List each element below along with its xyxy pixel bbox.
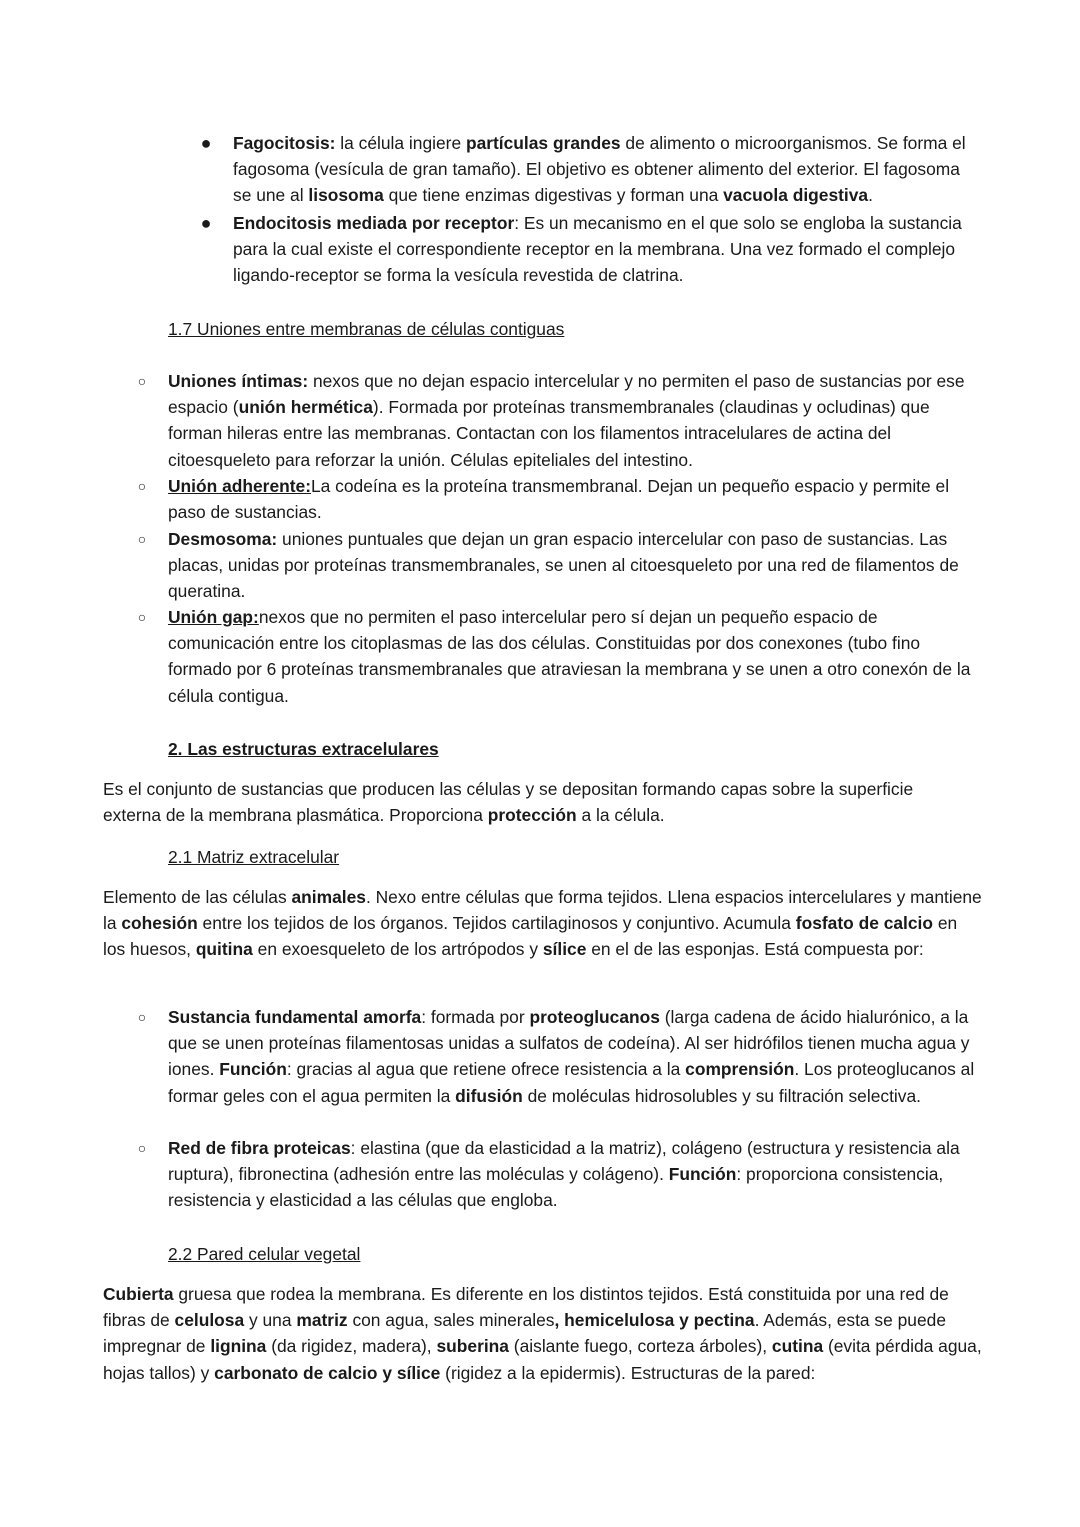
bold-text: proteoglucanos xyxy=(529,1007,660,1027)
text: que tiene enzimas digestivas y forman una xyxy=(383,185,724,206)
bold-text: sílice xyxy=(542,939,587,960)
bullet-circle-icon: ○ xyxy=(137,1009,147,1025)
text: . Nexo entre células que forma tejidos. Llena espacios intercelulares y mantiene la xyxy=(103,887,982,934)
text: : elastina (que da elasticidad a la matriz), colágeno (estructura y resistencia ala ruptura), fibronectina (adhesión entre las moléculas y colágeno). xyxy=(168,1138,960,1185)
bold-text: Función xyxy=(219,1059,287,1080)
term-union-gap: Unión gap: xyxy=(168,607,259,627)
term-fagocitosis: Fagocitosis: xyxy=(233,133,336,153)
bullet-dot-icon: ● xyxy=(200,213,212,233)
term-desmosoma: Desmosoma: xyxy=(168,529,278,549)
text: y una xyxy=(244,1310,297,1331)
list-item-red-fibra xyxy=(168,1135,980,1214)
bold-text: suberina xyxy=(436,1336,509,1357)
term-red-fibra: Red de fibra proteicas xyxy=(168,1138,351,1158)
bold-text: , hemicelulosa y pectina xyxy=(554,1310,755,1331)
section-heading-1-7: 1.7 Uniones entre membranas de células contiguas xyxy=(168,319,565,339)
bullet-circle-icon: ○ xyxy=(137,373,147,389)
text: en el de las esponjas. Está compuesta por: xyxy=(586,939,924,960)
text: (aislante fuego, corteza árboles), xyxy=(508,1336,772,1357)
section-heading-2-2: 2.2 Pared celular vegetal xyxy=(168,1244,361,1264)
bold-text: matriz xyxy=(296,1310,348,1331)
text: en los huesos, xyxy=(103,913,958,960)
text: . Además, esta se puede impregnar de xyxy=(103,1310,946,1357)
bold-text: fosfato de calcio xyxy=(795,913,934,934)
section-heading-2-1: 2.1 Matriz extracelular xyxy=(168,847,340,867)
paragraph-pared xyxy=(103,1281,983,1386)
bold-text: cohesión xyxy=(121,913,198,934)
bold-text: quitina xyxy=(195,939,253,960)
text: la célula ingiere xyxy=(335,133,466,153)
bold-text: partículas grandes xyxy=(465,133,621,153)
bullet-circle-icon: ○ xyxy=(137,478,147,494)
term-uniones-intimas: Uniones íntimas: xyxy=(168,371,309,391)
bold-text: vacuola digestiva xyxy=(723,185,869,206)
list-item-desmosoma xyxy=(168,526,980,605)
text: uniones puntuales que dejan un gran espacio intercelular con paso de sustancias. Las placas, unidas por proteínas transmembranales, se unen al citoesqueleto por una red de filamentos de queratina. xyxy=(168,529,959,602)
bullet-circle-icon: ○ xyxy=(137,531,147,547)
text: a la célula. xyxy=(576,805,665,826)
text: : Es un mecanismo en el que solo se engloba la sustancia para la cual existe el correspondiente receptor en la membrana. Una vez formado el complejo ligando-receptor se forma la vesícula revestida de clatrina. xyxy=(233,213,962,286)
text: gruesa que rodea la membrana. Es diferente en los distintos tejidos. Está constituida por una red de fibras de xyxy=(103,1284,949,1331)
text: Es el conjunto de sustancias que producen las células y se depositan formando capas sobre la superficie externa de la membrana plasmática. Proporciona xyxy=(103,779,914,826)
text: (da rigidez, madera), xyxy=(266,1336,437,1357)
text: con agua, sales minerales xyxy=(347,1310,555,1331)
text: : formada por xyxy=(421,1007,530,1027)
bold-text: cutina xyxy=(771,1336,824,1357)
bold-text: lignina xyxy=(210,1336,267,1357)
list-item-fagocitosis xyxy=(233,130,978,209)
bold-text: comprensión xyxy=(685,1059,795,1080)
bold-text: Función xyxy=(668,1164,737,1185)
text: : proporciona consistencia, resistencia y elasticidad a las células que engloba. xyxy=(168,1164,944,1211)
text: Elemento de las células xyxy=(103,887,292,907)
heading-text: 2. Las estructuras extracelulares xyxy=(168,739,439,759)
text: : gracias al agua que retiene ofrece resistencia a la xyxy=(286,1059,686,1080)
bullet-circle-icon: ○ xyxy=(137,1140,147,1156)
bold-text: unión hermética xyxy=(238,397,373,418)
term-sustancia-amorfa: Sustancia fundamental amorfa xyxy=(168,1007,422,1027)
list-item-uniones-intimas xyxy=(168,368,980,473)
bold-text: protección xyxy=(487,805,577,826)
bold-text: celulosa xyxy=(174,1310,245,1331)
term-endocitosis: Endocitosis mediada por receptor xyxy=(233,213,515,233)
bold-text: carbonato de calcio y sílice xyxy=(214,1362,441,1383)
bold-text: Cubierta xyxy=(103,1284,174,1304)
text: (evita pérdida agua, hojas tallos) y xyxy=(103,1336,982,1383)
paragraph-matriz xyxy=(103,884,983,963)
list-item-endocitosis xyxy=(233,210,978,289)
list-item-union-adherente xyxy=(168,473,980,525)
text: (rigidez a la epidermis). Estructuras de la pared: xyxy=(440,1362,816,1383)
bold-text: animales xyxy=(291,887,366,907)
text: nexos que no permiten el paso intercelular pero sí dejan un pequeño espacio de comunicación entre los citoplasmas de las dos células. Constituidas por dos conexones (tubo fino formado por 6 proteínas transmembranales que atraviesan la membrana y se unen a otro conexón de la célula contigua. xyxy=(168,607,971,706)
text: . xyxy=(868,185,873,206)
bold-text: lisosoma xyxy=(308,185,384,206)
section-heading-2 xyxy=(168,736,868,762)
text: entre los tejidos de los órganos. Tejidos cartilaginosos y conjuntivo. Acumula xyxy=(197,913,796,934)
list-item-sustancia-amorfa xyxy=(168,1004,980,1109)
bold-text: difusión xyxy=(455,1085,523,1106)
text: (larga cadena de ácido hialurónico, a la que se unen proteínas filamentosas unidas a sulfatos de codeína). Al ser hidrófilos tienen mucha agua y iones. xyxy=(168,1007,970,1080)
bullet-dot-icon: ● xyxy=(200,133,212,153)
text: La codeína es la proteína transmembranal. Dejan un pequeño espacio y permite el paso de sustancias. xyxy=(168,476,950,523)
term-union-adherente: Unión adherente: xyxy=(168,476,311,496)
text: ). Formada por proteínas transmembranales (claudinas y ocludinas) que forman hileras entre las membranas. Contactan con los filamentos intracelulares de actina del citoesqueleto para reforzar la unión. Células epiteliales del intestino. xyxy=(168,397,930,470)
paragraph-estructuras xyxy=(103,776,963,828)
bullet-circle-icon: ○ xyxy=(137,609,147,625)
text: nexos que no dejan espacio intercelular y no permiten el paso de sustancias por ese espacio ( xyxy=(168,371,965,418)
list-item-union-gap xyxy=(168,604,980,709)
text: de moléculas hidrosolubles y su filtración selectiva. xyxy=(522,1085,921,1106)
text: en exoesqueleto de los artrópodos y xyxy=(252,939,543,960)
text: . Los proteoglucanos al formar geles con el agua permiten la xyxy=(168,1059,975,1106)
text: de alimento o microorganismos. Se forma el fagosoma (vesícula de gran tamaño). El objetivo es obtener alimento del exterior. El fagosoma se une al xyxy=(233,133,966,206)
